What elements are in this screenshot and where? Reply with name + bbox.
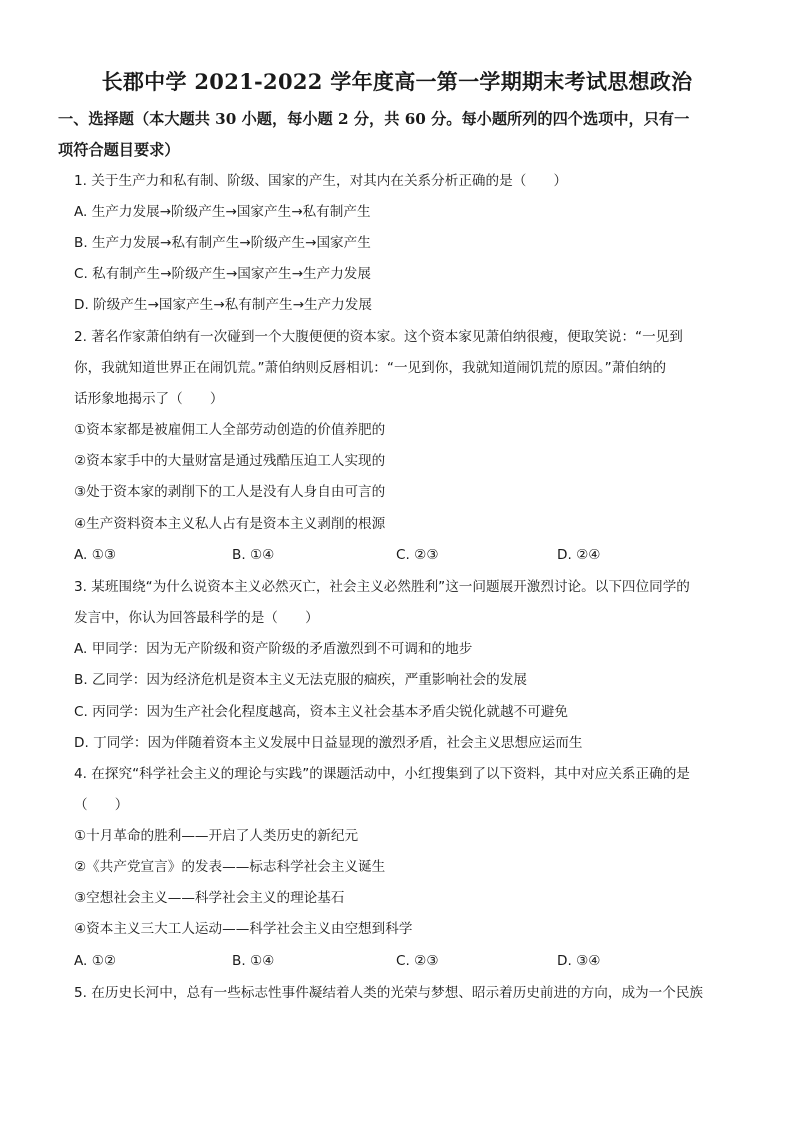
section-heading-line-1: 一、选择题（本大题共 30 小题，每小题 2 分，共 60 分。每小题所列的四个选项中，只有一 — [58, 110, 690, 128]
q4-statement-3: ③空想社会主义——科学社会主义的理论基石 — [74, 890, 345, 906]
exam-title: 长郡中学 2021-2022 学年度高一第一学期期末考试思想政治 — [101, 69, 693, 94]
q4-statement-2: ②《共产党宣言》的发表——标志科学社会主义诞生 — [74, 859, 386, 875]
q2-stem-line-1: 2. 著名作家萧伯纳有一次碰到一个大腹便便的资本家。这个资本家见萧伯纳很瘦，便取笑说：“一见到 — [74, 329, 683, 345]
q1-option-a: A. 生产力发展→阶级产生→国家产生→私有制产生 — [74, 204, 371, 220]
q2-statement-4: ④生产资料资本主义私人占有是资本主义剥削的根源 — [74, 516, 386, 532]
q4-option-b: B. ①④ — [232, 953, 275, 969]
q2-option-b: B. ①④ — [232, 547, 275, 563]
q4-stem-line-2: （ ） — [74, 797, 129, 813]
q3-option-c: C. 丙同学：因为生产社会化程度越高，资本主义社会基本矛盾尖锐化就越不可避免 — [74, 704, 568, 720]
q3-stem-line-2: 发言中，你认为回答最科学的是（ ） — [74, 610, 319, 626]
q2-option-c: C. ②③ — [396, 547, 439, 563]
q3-option-b: B. 乙同学：因为经济危机是资本主义无法克服的痼疾，严重影响社会的发展 — [74, 672, 527, 688]
q2-stem-line-3: 话形象地揭示了（ ） — [74, 391, 224, 407]
q2-statement-1: ①资本家都是被雇佣工人全部劳动创造的价值养肥的 — [74, 422, 386, 438]
q4-stem-line-1: 4. 在探究“科学社会主义的理论与实践”的课题活动中，小红搜集到了以下资料，其中对应关系正确的是 — [74, 766, 690, 782]
q2-statement-2: ②资本家手中的大量财富是通过残酷压迫工人实现的 — [74, 453, 386, 469]
q4-option-a: A. ①② — [74, 953, 117, 969]
q2-statement-3: ③处于资本家的剥削下的工人是没有人身自由可言的 — [74, 484, 386, 500]
q4-statement-1: ①十月革命的胜利——开启了人类历史的新纪元 — [74, 828, 359, 844]
q5-stem-line-1: 5. 在历史长河中，总有一些标志性事件凝结着人类的光荣与梦想、昭示着历史前进的方向，成为一个民族 — [74, 985, 704, 1001]
q3-stem-line-1: 3. 某班围绕“为什么说资本主义必然灭亡，社会主义必然胜利”这一问题展开激烈讨论。以下四位同学的 — [74, 579, 690, 595]
section-heading-line-2: 项符合题目要求） — [58, 141, 180, 159]
q3-option-d: D. 丁同学：因为伴随着资本主义发展中日益显现的激烈矛盾，社会主义思想应运而生 — [74, 735, 583, 751]
q2-stem-line-2: 你，我就知道世界正在闹饥荒。”萧伯纳则反唇相讥：“一见到你，我就知道闹饥荒的原因。”萧伯纳的 — [74, 360, 667, 376]
q3-option-a: A. 甲同学：因为无产阶级和资产阶级的矛盾激烈到不可调和的地步 — [74, 641, 473, 657]
q1-option-d: D. 阶级产生→国家产生→私有制产生→生产力发展 — [74, 297, 372, 313]
q1-stem: 1. 关于生产力和私有制、阶级、国家的产生，对其内在关系分析正确的是（ ） — [74, 173, 568, 189]
q1-option-b: B. 生产力发展→私有制产生→阶级产生→国家产生 — [74, 235, 371, 251]
q4-option-c: C. ②③ — [396, 953, 439, 969]
q2-option-a: A. ①③ — [74, 547, 117, 563]
q2-option-d: D. ②④ — [557, 547, 601, 563]
q4-option-d: D. ③④ — [557, 953, 601, 969]
q1-option-c: C. 私有制产生→阶级产生→国家产生→生产力发展 — [74, 266, 371, 282]
q4-statement-4: ④资本主义三大工人运动——科学社会主义由空想到科学 — [74, 921, 413, 937]
